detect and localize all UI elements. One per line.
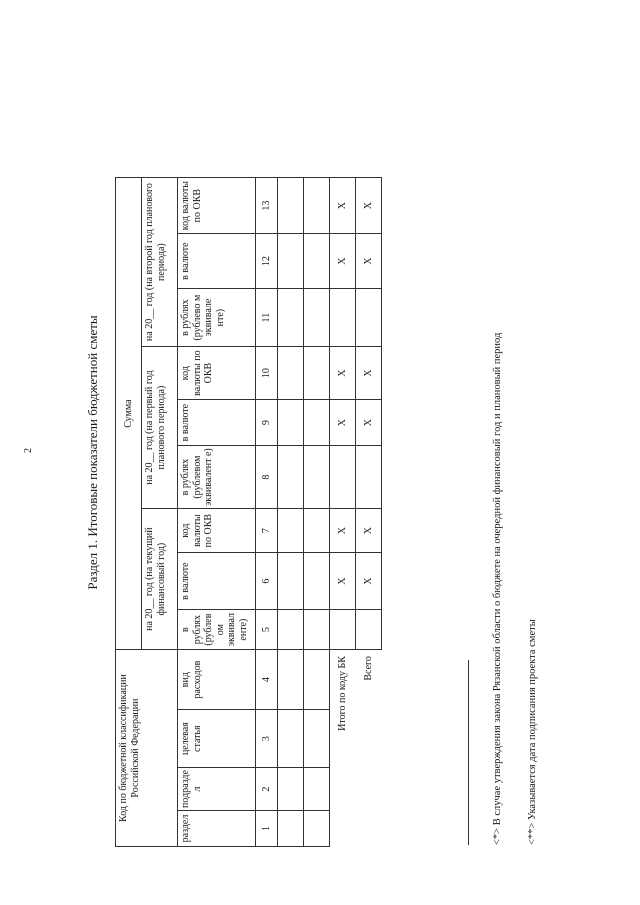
col-plan2-rub: в рублях (рублево м эквивале нте) [178, 289, 256, 347]
footnote-2: <**> Указывается дата подписания проекта сметы [527, 619, 538, 845]
col-current-okv: код валюты по ОКВ [178, 509, 256, 553]
mark-x: X [356, 400, 382, 446]
col-number: 12 [256, 234, 278, 289]
col-plan2-okv: код валюты по ОКВ [178, 178, 256, 234]
page-number: 2 [23, 448, 34, 453]
col-plan1-okv: код валюты по ОКВ [178, 347, 256, 400]
total-label: Всего [362, 656, 374, 681]
col-current-currency: в валюте [178, 553, 256, 610]
budget-summary-table [115, 177, 382, 847]
total-bk-label: Итого по коду БК [337, 656, 348, 731]
col-target-article: целевая статья [178, 710, 256, 768]
col-number: 10 [256, 347, 278, 400]
mark-x: X [330, 400, 356, 446]
mark-x: X [356, 509, 382, 553]
mark-x: X [330, 234, 356, 289]
col-number: 6 [256, 553, 278, 610]
col-plan1-currency: в валюте [178, 400, 256, 446]
col-section: раздел [178, 811, 256, 847]
period-plan1-header: на 20__ год (на первый год планового периода) [142, 347, 178, 509]
col-number: 7 [256, 509, 278, 553]
mark-x: X [356, 234, 382, 289]
col-number: 5 [256, 610, 278, 650]
mark-x: X [356, 553, 382, 610]
col-number: 11 [256, 289, 278, 347]
table-row [278, 178, 304, 847]
col-number: 8 [256, 446, 278, 509]
col-plan1-rub: в рублях (рублевом эквивалент е) [178, 446, 256, 509]
col-expense-type: вид расходов [178, 650, 256, 710]
footnote-1: <*> В случае утверждения закона Рязанской области о бюджете на очередной финансовый год и плановый период [492, 332, 503, 845]
col-number: 3 [256, 710, 278, 768]
total-row [356, 178, 382, 847]
table-row [304, 178, 330, 847]
mark-x: X [330, 509, 356, 553]
sum-header: Сумма [116, 178, 142, 650]
col-plan2-currency: в валюте [178, 234, 256, 289]
total-bk-row [330, 178, 356, 847]
period-current-header: на 20__ год (на текущий финансовый год) [142, 509, 178, 650]
mark-x: X [356, 178, 382, 234]
mark-x: X [330, 347, 356, 400]
col-number: 1 [256, 811, 278, 847]
bk-code-header: Код по бюджетной классификации Российской Федерации [116, 650, 178, 847]
col-number: 4 [256, 650, 278, 710]
mark-x: X [356, 347, 382, 400]
mark-x: X [330, 553, 356, 610]
col-number: 9 [256, 400, 278, 446]
col-number: 13 [256, 178, 278, 234]
footnote-separator [468, 660, 469, 845]
period-plan2-header: на 20__ год (на второй год планового периода) [142, 178, 178, 347]
col-subsection: подразде л [178, 768, 256, 811]
col-current-rub: в рублях (рублев ом эквивал енте) [178, 610, 256, 650]
mark-x: X [330, 178, 356, 234]
col-number: 2 [256, 768, 278, 811]
section-title: Раздел 1. Итоговые показатели бюджетной сметы [85, 315, 100, 590]
